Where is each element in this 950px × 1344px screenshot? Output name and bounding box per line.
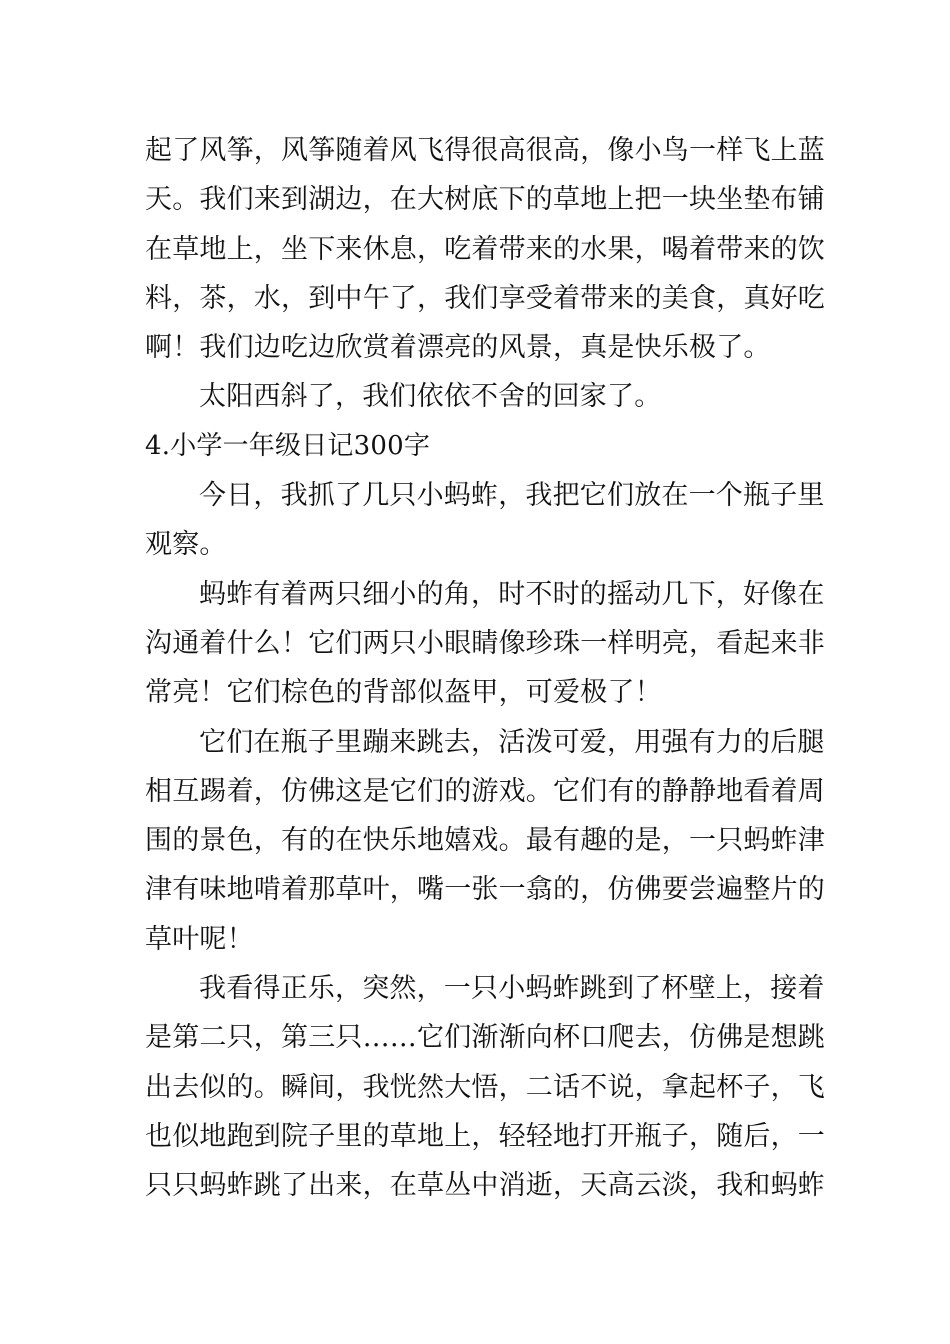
text-line: 常亮！它们棕色的背部似盔甲，可爱极了！ xyxy=(145,677,662,709)
document-page xyxy=(145,126,825,1211)
text-line: 津有味地啃着那草叶，嘴一张一翕的，仿佛要尝遍整片的 xyxy=(145,874,825,906)
paragraph-first-line: 蚂蚱有着两只细小的角，时不时的摇动几下，好像在 xyxy=(199,578,825,610)
text-line: 沟通着什么！它们两只小眼睛像珍珠一样明亮，看起来非 xyxy=(145,627,825,659)
section-heading: 4.小学一年级日记300字 xyxy=(145,430,431,461)
text-line: 草叶呢！ xyxy=(145,923,254,955)
paragraph-first-line: 太阳西斜了，我们依依不舍的回家了。 xyxy=(199,381,662,413)
text-line: 啊！我们边吃边欣赏着漂亮的风景，真是快乐极了。 xyxy=(145,332,771,364)
text-line: 观察。 xyxy=(145,529,227,561)
text-line: 围的景色，有的在快乐地嬉戏。最有趣的是，一只蚂蚱津 xyxy=(145,825,825,857)
text-line: 料，茶，水，到中午了，我们享受着带来的美食，真好吃 xyxy=(145,282,825,314)
text-line: 起了风筝，风筝随着风飞得很高很高，像小鸟一样飞上蓝 xyxy=(145,135,825,166)
paragraph-first-line: 今日，我抓了几只小蚂蚱，我把它们放在一个瓶子里 xyxy=(199,480,825,512)
paragraph-first-line: 我看得正乐，突然，一只小蚂蚱跳到了杯壁上，接着 xyxy=(199,973,825,1005)
text-line: 在草地上，坐下来休息，吃着带来的水果，喝着带来的饮 xyxy=(145,233,825,265)
paragraph-first-line: 它们在瓶子里蹦来跳去，活泼可爱，用强有力的后腿 xyxy=(199,726,825,758)
text-line: 相互踢着，仿佛这是它们的游戏。它们有的静静地看着周 xyxy=(145,775,825,807)
text-line: 只只蚂蚱跳了出来，在草丛中消逝，天高云淡，我和蚂蚱 xyxy=(145,1170,825,1202)
text-line: 出去似的。瞬间，我恍然大悟，二话不说，拿起杯子，飞 xyxy=(145,1071,825,1103)
text-line: 也似地跑到院子里的草地上，轻轻地打开瓶子，随后，一 xyxy=(145,1120,825,1152)
text-line: 天。我们来到湖边，在大树底下的草地上把一块坐垫布铺 xyxy=(145,184,825,216)
text-line: 是第二只，第三只……它们渐渐向杯口爬去，仿佛是想跳 xyxy=(145,1022,825,1054)
